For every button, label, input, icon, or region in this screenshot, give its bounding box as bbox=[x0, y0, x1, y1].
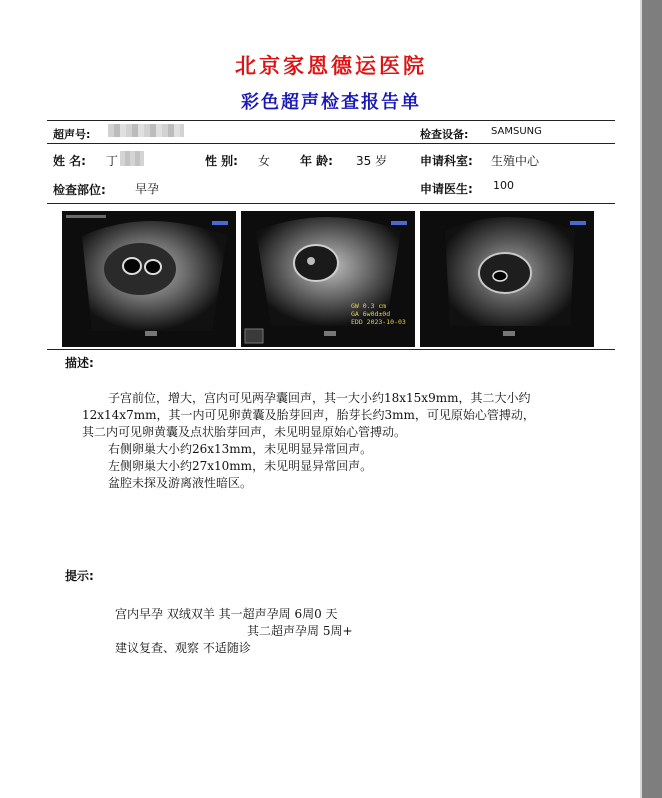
divider bbox=[47, 203, 615, 204]
divider bbox=[47, 120, 615, 121]
device-label: 检查设备: bbox=[420, 128, 469, 141]
part-label: 检查部位: bbox=[53, 183, 106, 197]
hint-label: 提示: bbox=[65, 569, 94, 583]
ultrasound-image-1 bbox=[62, 211, 236, 347]
hint-line: 建议复查、观察 不适随诊 bbox=[115, 641, 251, 655]
measure-line: GW 0.3 cm bbox=[351, 302, 387, 310]
sex-value: 女 bbox=[258, 154, 271, 168]
us-no-label: 超声号: bbox=[53, 128, 91, 141]
hint-line: 其二超声孕周 5周+ bbox=[247, 624, 353, 638]
device-value: SAMSUNG bbox=[491, 126, 542, 137]
doctor-value: 100 bbox=[493, 179, 514, 192]
description-line: 12x14x7mm，其一内可见卵黄囊及胎芽回声，胎芽长约3mm，可见原始心管搏动， bbox=[82, 408, 535, 422]
sex-label: 性 别: bbox=[205, 154, 238, 168]
name-value: 丁 bbox=[106, 154, 119, 168]
name-redacted bbox=[120, 151, 144, 166]
dept-value: 生殖中心 bbox=[491, 154, 540, 168]
name-label: 姓 名: bbox=[53, 154, 86, 168]
dept-label: 申请科室: bbox=[420, 154, 473, 168]
side-panel bbox=[642, 0, 662, 798]
hint-line: 宫内早孕 双绒双羊 其一超声孕周 6周0 天 bbox=[115, 607, 338, 621]
description-line: 子宫前位，增大，宫内可见两孕囊回声，其一大小约18x15x9mm，其二大小约 bbox=[108, 391, 531, 405]
divider bbox=[47, 349, 615, 350]
report-title: 彩色超声检查报告单 bbox=[241, 92, 421, 113]
description-line: 其二内可见卵黄囊及点状胎芽回声，未见明显原始心管搏动。 bbox=[82, 425, 407, 439]
measure-line: EDD 2023-10-03 bbox=[351, 318, 406, 326]
description-line: 左侧卵巢大小约27x10mm，未见明显异常回声。 bbox=[108, 459, 373, 473]
age-label: 年 龄: bbox=[300, 154, 333, 168]
description-label: 描述: bbox=[65, 356, 94, 370]
description-line: 盆腔未探及游离液性暗区。 bbox=[108, 476, 253, 490]
age-value: 35 岁 bbox=[356, 154, 388, 168]
description-line: 右侧卵巢大小约26x13mm，未见明显异常回声。 bbox=[108, 442, 373, 456]
measure-line: GA 6w0d±0d bbox=[351, 310, 391, 318]
divider bbox=[47, 143, 615, 144]
ultrasound-image-2 bbox=[241, 211, 415, 347]
ultrasound-image-3 bbox=[420, 211, 594, 347]
part-value: 早孕 bbox=[135, 182, 160, 196]
doctor-label: 申请医生: bbox=[420, 182, 473, 196]
hospital-name: 北京家恩德运医院 bbox=[235, 53, 427, 78]
us-no-redacted bbox=[108, 124, 184, 137]
